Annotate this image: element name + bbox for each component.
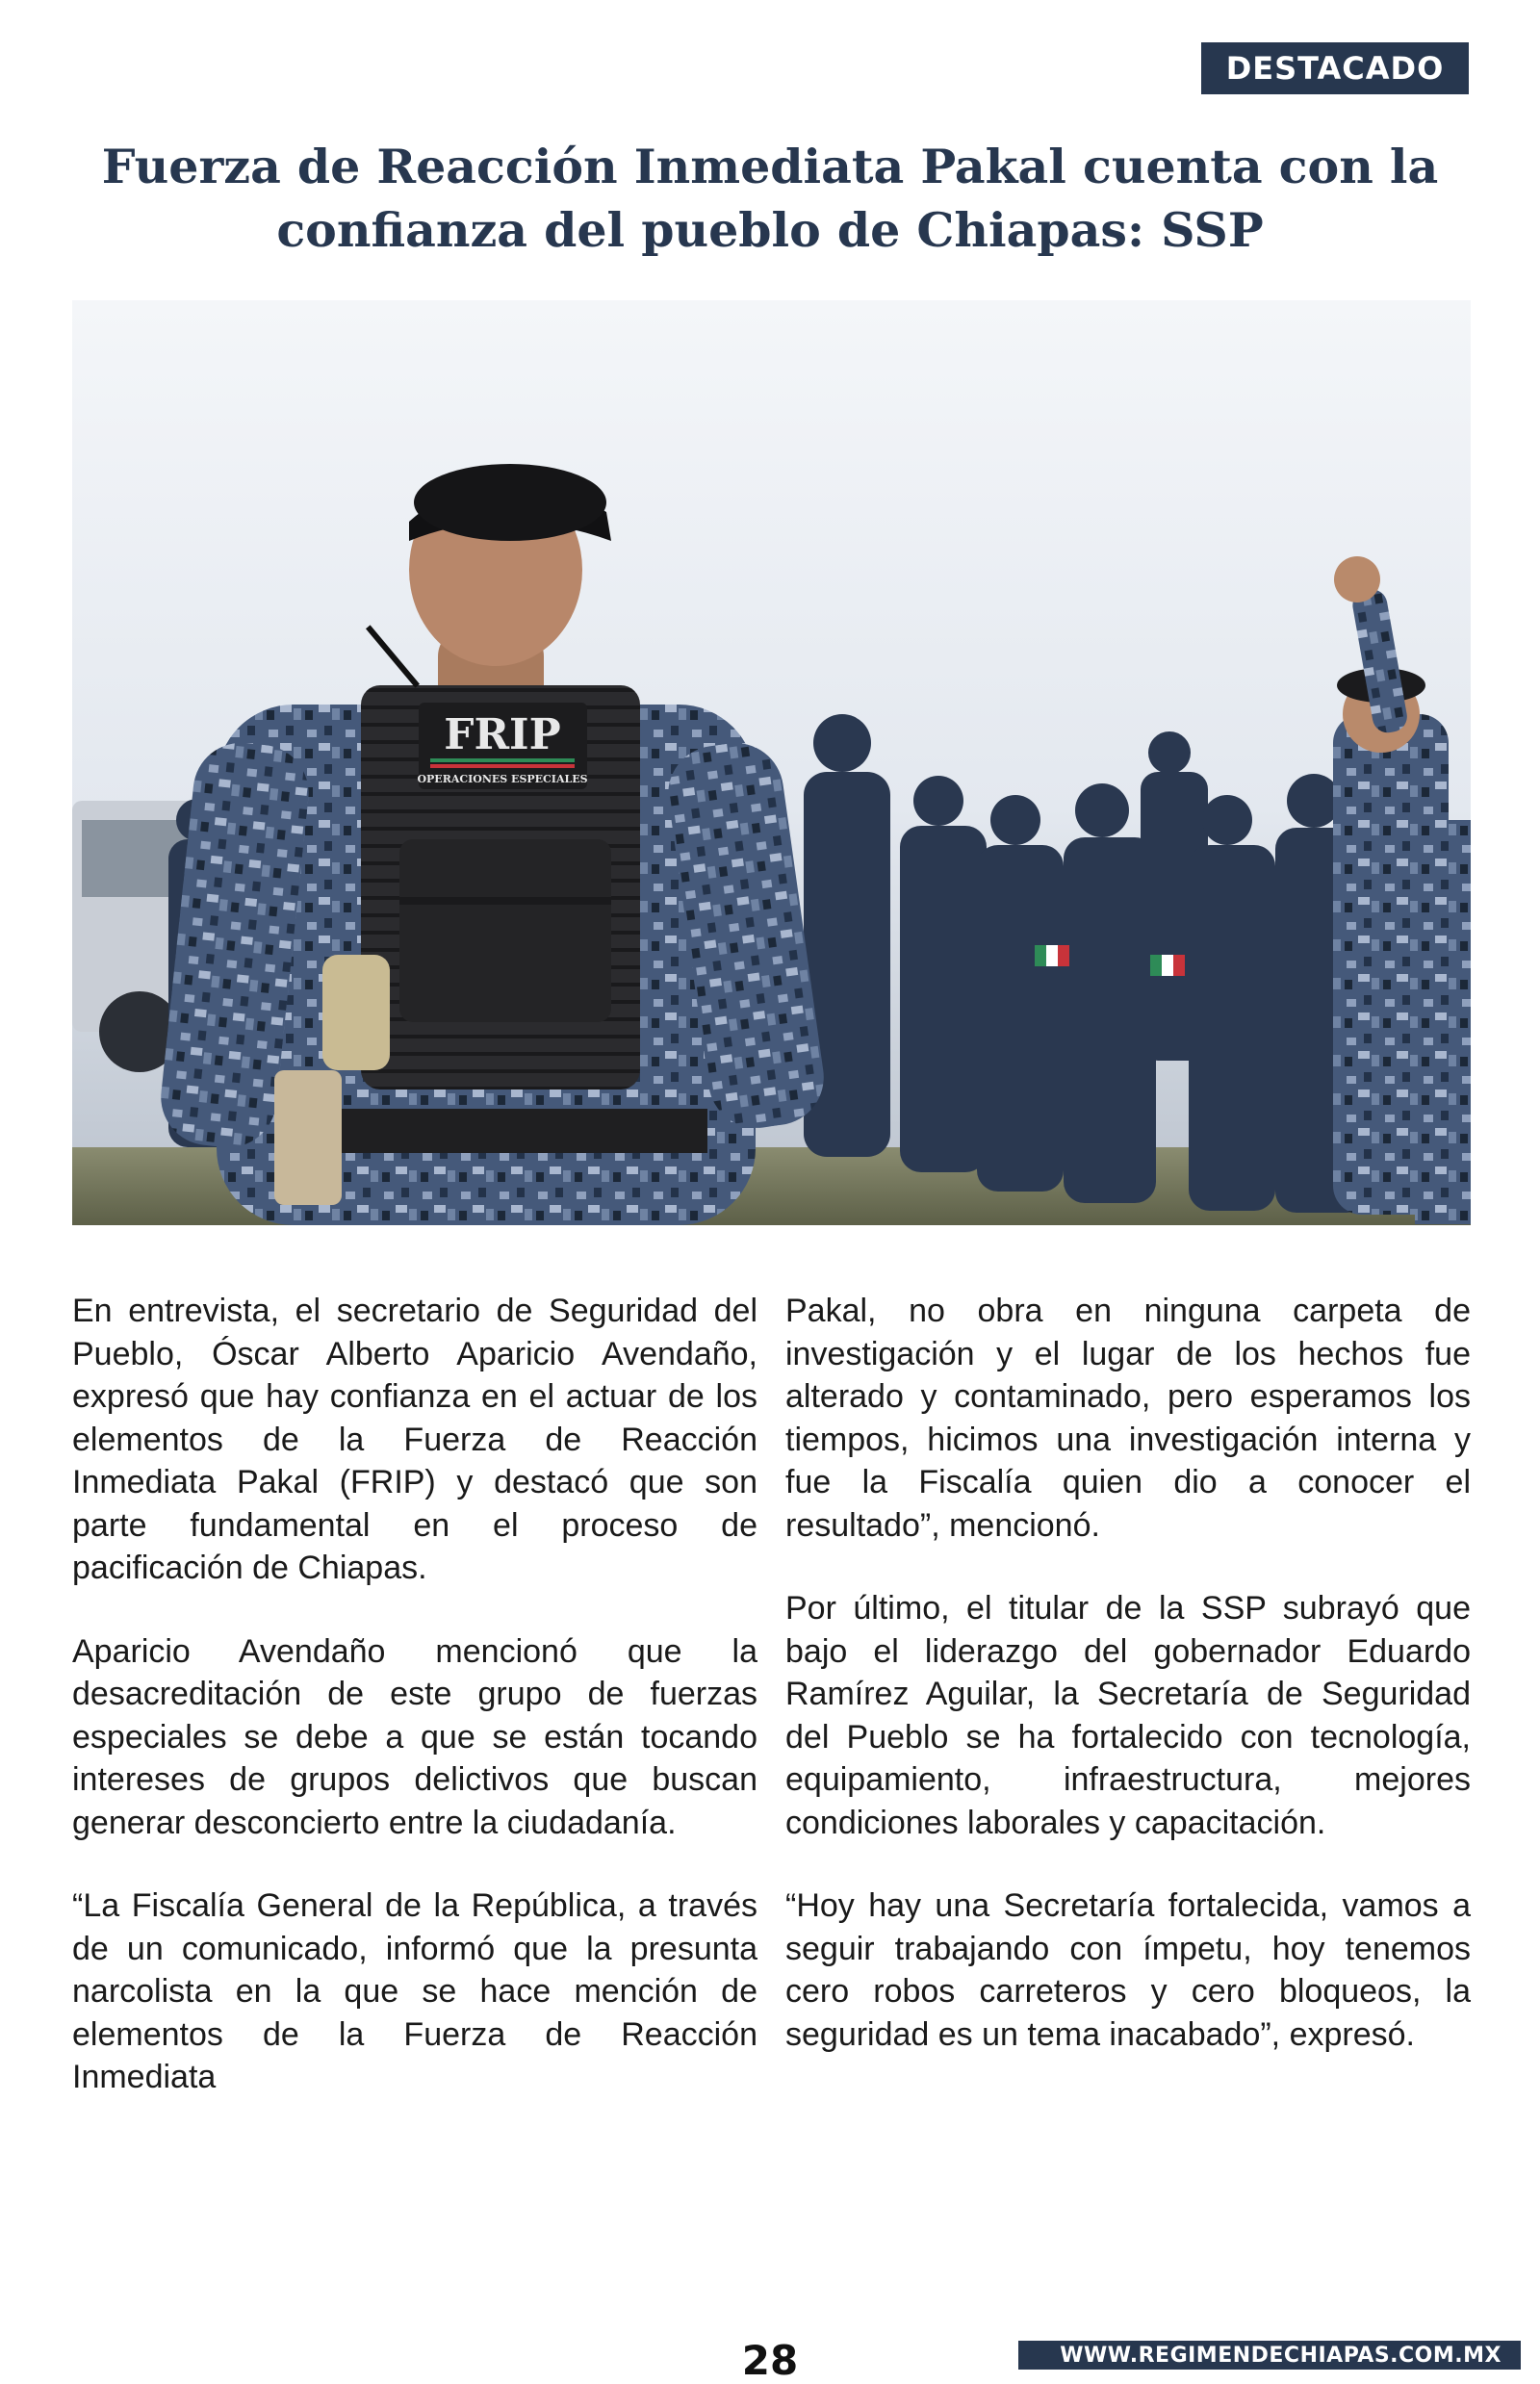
article-column-left bbox=[72, 1290, 757, 2140]
vest-patch-label: FRIP bbox=[444, 710, 561, 759]
article-title: Fuerza de Reacción Inmediata Pakal cuenta con la confianza del pueblo de Chiapas: SSP bbox=[101, 139, 1439, 258]
paragraph: “La Fiscalía General de la República, a través de un comunicado, informó que la presunta narcolista en la que se hace mención de elementos de la Fuerza de Reacción Inmediata bbox=[72, 1887, 757, 2095]
page-number: 28 bbox=[741, 2337, 799, 2384]
paragraph: Aparicio Avendaño mencionó que la desacreditación de este grupo de fuerzas especiales se debe a que se están tocando intereses de grupos delictivos que buscan generar desconcierto entre la ciudadanía. bbox=[72, 1632, 757, 1841]
paragraph: Pakal, no obra en ninguna carpeta de investigación y el lugar de los hechos fue alterado y contaminado, pero esperamos los tiempos, hicimos una investigación interna y fue la Fiscalía quien dio a conocer el resultado”, mencionó. bbox=[785, 1293, 1471, 1544]
vest-patch-sublabel: OPERACIONES ESPECIALES bbox=[417, 773, 588, 785]
paragraph: “Hoy hay una Secretaría fortalecida, vamos a seguir trabajando con ímpetu, hoy tenemos cero robos carreteros y cero bloqueos, la seguridad es un tema inacabado”, expresó. bbox=[785, 1887, 1471, 2053]
paragraph: Por último, el titular de la SSP subrayó que bajo el liderazgo del gobernador Eduardo Ramírez Aguilar, la Secretaría de Seguridad del Pueblo se ha fortalecido con tecnología, equipamiento, infraestructura, mejores condiciones laborales y capacitación. bbox=[785, 1590, 1471, 1841]
section-badge: DESTACADO bbox=[1201, 42, 1469, 94]
article-photo bbox=[72, 300, 1471, 1225]
article-column-right bbox=[785, 1290, 1471, 2096]
paragraph: En entrevista, el secretario de Seguridad del Pueblo, Óscar Alberto Aparicio Avendaño, expresó que hay confianza en el actuar de los elementos de la Fuerza de Reacción Inmediata Pakal (FRIP) y destacó que son parte fundamental en el proceso de pacificación de Chiapas. bbox=[72, 1293, 757, 1586]
website-link[interactable]: WWW.REGIMENDECHIAPAS.COM.MX bbox=[1018, 2341, 1521, 2370]
